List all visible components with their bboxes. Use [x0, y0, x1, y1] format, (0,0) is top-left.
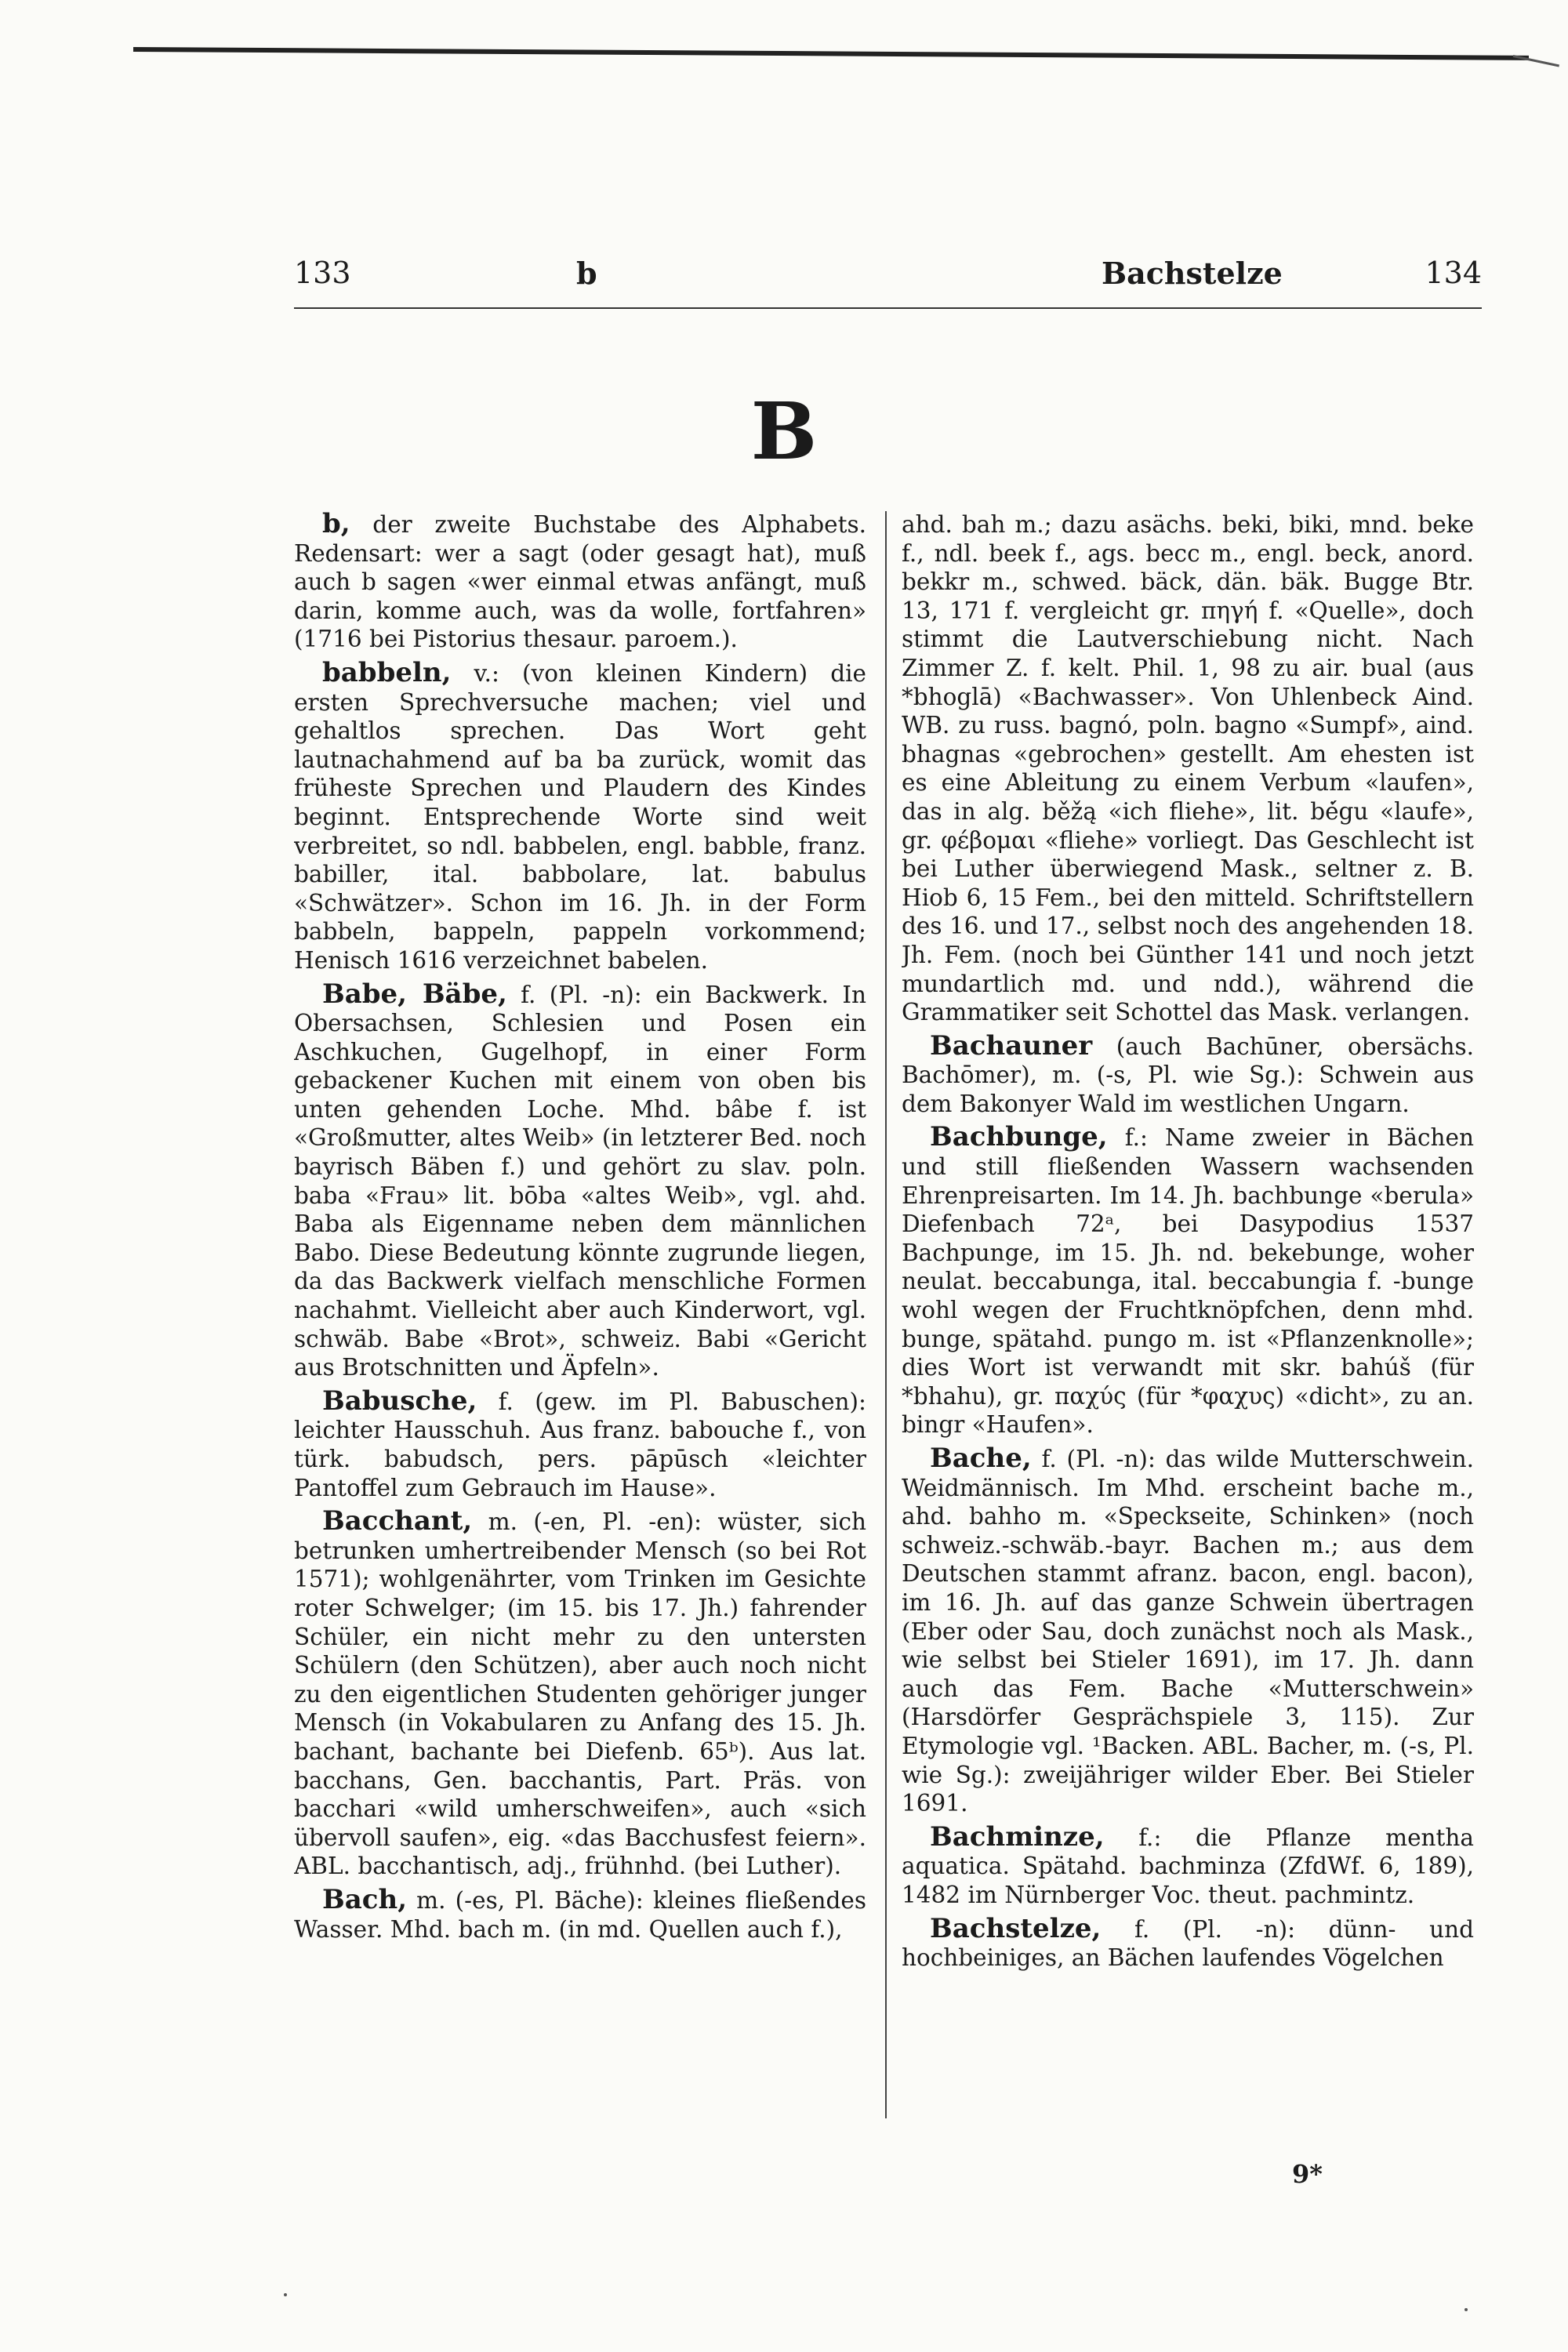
header-rule	[294, 307, 1482, 309]
headword: Bach,	[322, 1883, 408, 1915]
headword: Bachbunge,	[930, 1121, 1108, 1153]
entry-bachstelze	[902, 1912, 1474, 1973]
entry-babbeln	[294, 656, 866, 975]
headword: Babusche,	[322, 1385, 477, 1417]
entry-text: f. (gew. im Pl. Babuschen): leichter Hausschuh. Aus franz. babouche f., von türk. babudsch, pers. pāpūsch «leichter Pantoffel zum Gebrauch im Hause».	[294, 1388, 866, 1501]
header-catchword: Bachstelze	[1102, 256, 1283, 291]
scan-speck	[284, 2293, 287, 2296]
headword: babbeln,	[322, 656, 452, 688]
headword: Bache,	[930, 1443, 1032, 1474]
entry-bachminze	[902, 1820, 1474, 1910]
entry-babusche	[294, 1387, 866, 1502]
left-column	[294, 510, 866, 2125]
header-letter: b	[576, 256, 597, 291]
headword: Bacchant,	[322, 1505, 473, 1537]
entry-bach-continued	[902, 510, 1474, 1027]
entry-bache	[902, 1444, 1474, 1818]
headword: Babe, Bäbe,	[322, 978, 507, 1010]
entry-bach	[294, 1883, 866, 1944]
entry-bacchant	[294, 1507, 866, 1881]
entry-text: f. (Pl. -n): dünn- und hochbeiniges, an Bächen laufendes Vögelchen	[902, 1915, 1474, 1972]
page-number-left: 133	[294, 256, 351, 290]
entry-text: m. (-es, Pl. Bäche): kleines fließendes Wasser. Mhd. bach m. (in md. Quellen auch f.),	[294, 1886, 866, 1943]
scan-edge-shadow	[133, 47, 1529, 60]
entry-text: f.: die Pflanze mentha aquatica. Spätahd. bachminza (ZfdWf. 6, 189), 1482 im Nürnberger Voc. theut. pachmintz.	[902, 1824, 1474, 1908]
entry-bachauner	[902, 1029, 1474, 1119]
entry-text: der zweite Buchstabe des Alphabets. Redensart: wer a sagt (oder gesagt hat), muß auch b sagen «wer einmal etwas anfängt, muß darin, komme auch, was da wolle, fortfahren» (1716 bei Pistorius thesaur. paroem.).	[294, 511, 866, 653]
column-divider	[885, 511, 887, 2118]
scan-edge-tail	[1513, 55, 1559, 67]
entry-babe	[294, 980, 866, 1382]
entry-b	[294, 510, 866, 654]
entry-text: (auch Bachūner, obersächs. Bachōmer), m. (-s, Pl. wie Sg.): Schwein aus dem Bakonyer Wald im westlichen Ungarn.	[902, 1033, 1474, 1117]
headword: b,	[322, 510, 350, 539]
entry-text: m. (-en, Pl. -en): wüster, sich betrunken umhertreibender Mensch (so bei Rot 1571); wohlgenährter, vom Trinken im Gesichte roter Schwelger; (im 15. bis 17. Jh.) fahrender Schüler, ein nicht mehr zu den untersten Schülern (den Schützen), aber auch noch nicht zu den eigentlichen Studenten gehöriger junger Mensch (in Vokabularen zu Anfang des 15. Jh. bachant, bachante bei Diefenb. 65ᵇ). Aus lat. bacchans, Gen. bacchantis, Part. Präs. von bacchari «wild umherschweifen», auch «sich übervoll saufen», eig. «das Bacchusfest feiern». ABL. bacchantisch, adj., frühnhd. (bei Luther).	[294, 1508, 866, 1880]
headword: Bachauner	[930, 1029, 1093, 1062]
headword: Bachstelze,	[930, 1912, 1102, 1944]
entry-bachbunge	[902, 1123, 1474, 1439]
running-header	[294, 256, 1482, 303]
entry-text: f.: Name zweier in Bächen und still fließenden Wassern wachsenden Ehrenpreisarten. Im 14. Jh. bachbunge «berula» Diefenbach 72ᵃ, bei Dasypodius 1537 Bachpunge, im 15. Jh. nd. bekebunge, woher neulat. beccabunga, ital. beccabungia f. -bunge wohl wegen der Fruchtknöpfchen, denn mhd. bunge, spätahd. pungo m. ist «Pflanzenknolle»; dies Wort ist verwandt mit skr. bahúš (für *bhahu), gr. παχύς (für *φαχυς) «dicht», zu an. bingr «Haufen».	[902, 1124, 1474, 1439]
entry-text: v.: (von kleinen Kindern) die ersten Sprechversuche machen; viel und gehaltlos sprechen. Das Wort geht lautnachahmend auf ba ba zurück, womit das früheste Sprechen und Plaudern des Kindes beginnt. Entsprechende Worte sind weit verbreitet, so ndl. babbelen, engl. babble, franz. babiller, ital. babbolare, lat. babulus «Schwätzer». Schon im 16. Jh. in der Form babbeln, bappeln, pappeln vorkommend; Henisch 1616 verzeichnet babelen.	[294, 659, 866, 974]
headword: Bachminze,	[930, 1820, 1105, 1853]
section-letter: B	[750, 385, 818, 477]
entry-text: ahd. bah m.; dazu asächs. beki, biki, mnd. beke f., ndl. beek f., ags. becc m., engl. beck, anord. bekkr m., schwed. bäck, dän. bäk. Bugge Btr. 13, 171 f. vergleicht gr. πηγή f. «Quelle», doch stimmt die Lautverschiebung nicht. Nach Zimmer Z. f. kelt. Phil. 1, 98 zu air. bual (aus *bhoglā) «Bachwasser». Von Uhlenbeck Aind. WB. zu russ. bagnó, poln. bagno «Sumpf», aind. bhagnas «gebrochen» gestellt. Am ehesten ist es eine Ableitung zu einem Verbum «laufen», das in alg. běžą «ich fliehe», lit. bė́gu «laufe», gr. φέβομαι «fliehe» vorliegt. Das Geschlecht ist bei Luther überwiegend Mask., seltner z. B. Hiob 6, 15 Fem., bei den mitteld. Schriftstellern des 16. und 17., selbst noch des angehenden 18. Jh. Fem. (noch bei Günther 141 und noch jetzt mundartlich md. und ndd.), während die Grammatiker seit Schottel das Mask. verlangen.	[902, 511, 1474, 1026]
signature-mark: 9*	[1292, 2159, 1323, 2189]
entry-text: f. (Pl. -n): ein Backwerk. In Obersachsen, Schlesien und Posen ein Aschkuchen, Gugelhopf, in einer Form gebackener Kuchen mit einem von oben bis unten gehenden Loche. Mhd. bâbe f. ist «Großmutter, altes Weib» (in letzterer Bed. noch bayrisch Bäben f.) und gehört zu slav. poln. baba «Frau» lit. bōba «altes Weib», vgl. ahd. Baba als Eigenname neben dem männlichen Babo. Diese Bedeutung könnte zugrunde liegen, da das Backwerk vielfach menschliche Formen nachahmt. Vielleicht aber auch Kinderwort, vgl. schwäb. Babe «Brot», schweiz. Babi «Gericht aus Brotschnitten und Äpfeln».	[294, 981, 866, 1381]
scan-speck	[1465, 2308, 1468, 2311]
page-number-right: 134	[1425, 256, 1482, 290]
right-column	[902, 510, 1474, 2125]
entry-text: f. (Pl. -n): das wilde Mutterschwein. Weidmännisch. Im Mhd. erscheint bache m., ahd. bahho m. «Speckseite, Schinken» (noch schweiz.-schwäb.-bayr. Bachen m.; aus dem Deutschen stammt afranz. bacon, engl. bacon), im 16. Jh. auf das ganze Schwein übertragen (Eber oder Sau, doch zunächst noch als Mask., wie selbst bei Stieler 1691), im 17. Jh. dann auch das Fem. Bache «Mutterschwein» (Harsdörfer Gesprächspiele 3, 115). Zur Etymologie vgl. ¹Backen. ABL. Bacher, m. (-s, Pl. wie Sg.): zweijähriger wilder Eber. Bei Stieler 1691.	[902, 1446, 1474, 1817]
